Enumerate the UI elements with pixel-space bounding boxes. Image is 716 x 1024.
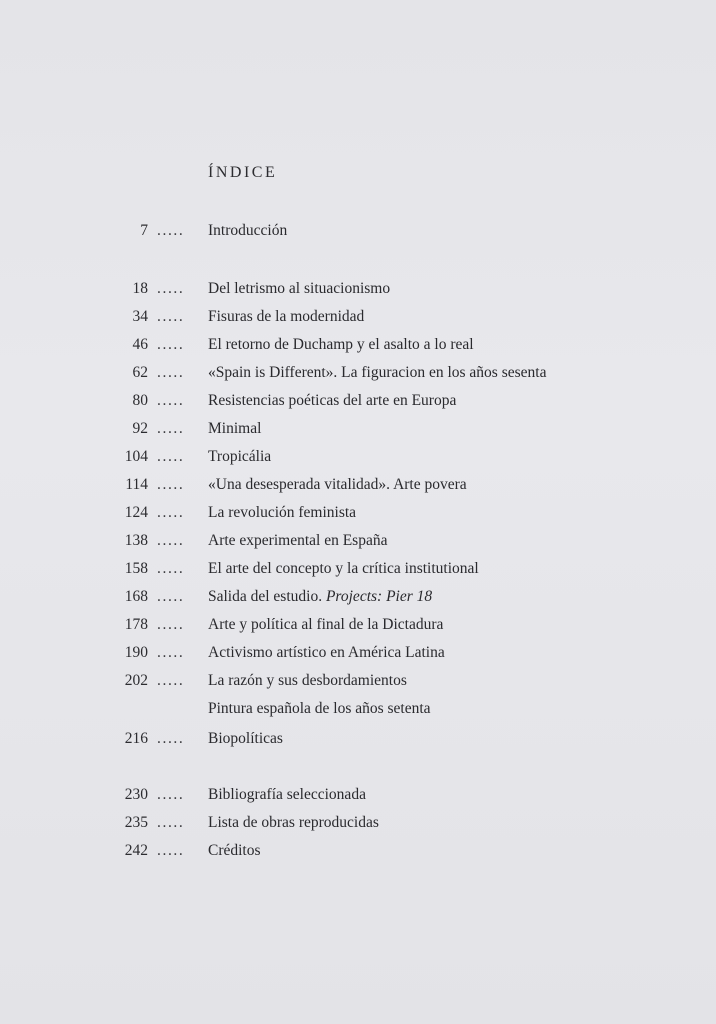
toc-entry-title: Créditos (208, 842, 261, 859)
toc-entry (0, 446, 716, 468)
toc-entry-title: Biopolíticas (208, 730, 283, 747)
toc-page-number: 7 (140, 222, 148, 239)
toc-entry-title: El retorno de Duchamp y el asalto a lo real (208, 336, 474, 353)
toc-page-number: 235 (124, 814, 148, 831)
toc-entry-title: Pintura española de los años setenta (208, 700, 431, 717)
toc-entry (0, 812, 716, 834)
toc-entry-title: Minimal (208, 420, 262, 437)
toc-entry (0, 670, 716, 692)
toc-entry-title: Del letrismo al situacionismo (208, 280, 391, 297)
toc-entry-title: Introducción (208, 222, 288, 239)
toc-entry (0, 558, 716, 580)
toc-leader-dots: ..... (157, 588, 185, 605)
toc-page-number: 158 (124, 560, 148, 577)
toc-page-number: 124 (124, 504, 148, 521)
toc-entry (0, 530, 716, 552)
toc-leader-dots: ..... (157, 644, 185, 661)
toc-entry-title: Tropicália (208, 448, 272, 465)
toc-entry (0, 614, 716, 636)
toc-leader-dots: ..... (157, 786, 185, 803)
toc-entry-title: Lista de obras reproducidas (208, 814, 379, 831)
toc-page-number: 80 (132, 392, 148, 409)
toc-leader-dots: ..... (157, 222, 185, 239)
toc-entry (0, 362, 716, 384)
toc-entry-title: Activismo artístico en América Latina (208, 644, 445, 661)
toc-entry (0, 474, 716, 496)
toc-leader-dots: ..... (157, 730, 185, 747)
toc-page-number: 178 (124, 616, 148, 633)
toc-leader-dots: ..... (157, 364, 185, 381)
toc-entry (0, 840, 716, 862)
toc-entry-title: Arte experimental en España (208, 532, 388, 549)
toc-leader-dots: ..... (157, 336, 185, 353)
toc-leader-dots: ..... (157, 280, 185, 297)
toc-leader-dots: ..... (157, 308, 185, 325)
toc-leader-dots: ..... (157, 476, 185, 493)
toc-page-number: 46 (132, 336, 148, 353)
toc-entry (0, 728, 716, 750)
toc-entry (0, 334, 716, 356)
toc-entry-title: La revolución feminista (208, 504, 357, 521)
toc-entry-title (208, 586, 432, 608)
toc-page-number: 34 (132, 308, 148, 325)
toc-entry (0, 418, 716, 440)
toc-leader-dots: ..... (157, 504, 185, 521)
toc-leader-dots: ..... (157, 560, 185, 577)
toc-page-number: 114 (125, 476, 148, 493)
toc-page-number: 242 (124, 842, 148, 859)
toc-page-number: 18 (132, 280, 148, 297)
toc-entry (0, 784, 716, 806)
toc-entry-title-roman: Salida del estudio. (208, 588, 326, 605)
toc-page-number: 92 (132, 420, 148, 437)
toc-entry (0, 278, 716, 300)
toc-leader-dots: ..... (157, 532, 185, 549)
toc-entry (0, 390, 716, 412)
toc-entry (0, 220, 716, 242)
page-title: ÍNDICE (208, 164, 278, 181)
toc-entry-title: El arte del concepto y la crítica institutional (208, 560, 479, 577)
toc-page-number: 168 (124, 588, 148, 605)
toc-entry-title: Bibliografía seleccionada (208, 786, 366, 803)
toc-entry (0, 642, 716, 664)
toc-page-number: 230 (124, 786, 148, 803)
toc-page-number: 190 (124, 644, 148, 661)
toc-leader-dots: ..... (157, 392, 185, 409)
toc-entry-continuation (0, 698, 716, 720)
toc-entry (0, 502, 716, 524)
toc-page-number: 104 (124, 448, 148, 465)
toc-leader-dots: ..... (157, 814, 185, 831)
toc-leader-dots: ..... (157, 420, 185, 437)
toc-entry-title: Resistencias poéticas del arte en Europa (208, 392, 457, 409)
toc-page-number: 202 (124, 672, 148, 689)
toc-leader-dots: ..... (157, 672, 185, 689)
toc-leader-dots: ..... (157, 616, 185, 633)
toc-leader-dots: ..... (157, 448, 185, 465)
toc-page-number: 138 (124, 532, 148, 549)
toc-entry-title: La razón y sus desbordamientos (208, 672, 407, 689)
toc-entry-title: «Una desesperada vitalidad». Arte povera (208, 476, 467, 493)
toc-entry-title: «Spain is Different». La figuracion en los años sesenta (208, 364, 547, 381)
toc-entry (0, 306, 716, 328)
toc-entry-title: Arte y política al final de la Dictadura (208, 616, 444, 633)
toc-entry-title: Fisuras de la modernidad (208, 308, 365, 325)
toc-page-number: 62 (132, 364, 148, 381)
toc-leader-dots: ..... (157, 842, 185, 859)
toc-entry-title-italic: Projects: Pier 18 (325, 588, 433, 605)
toc-entry (0, 586, 716, 608)
toc-page-number: 216 (124, 730, 148, 747)
